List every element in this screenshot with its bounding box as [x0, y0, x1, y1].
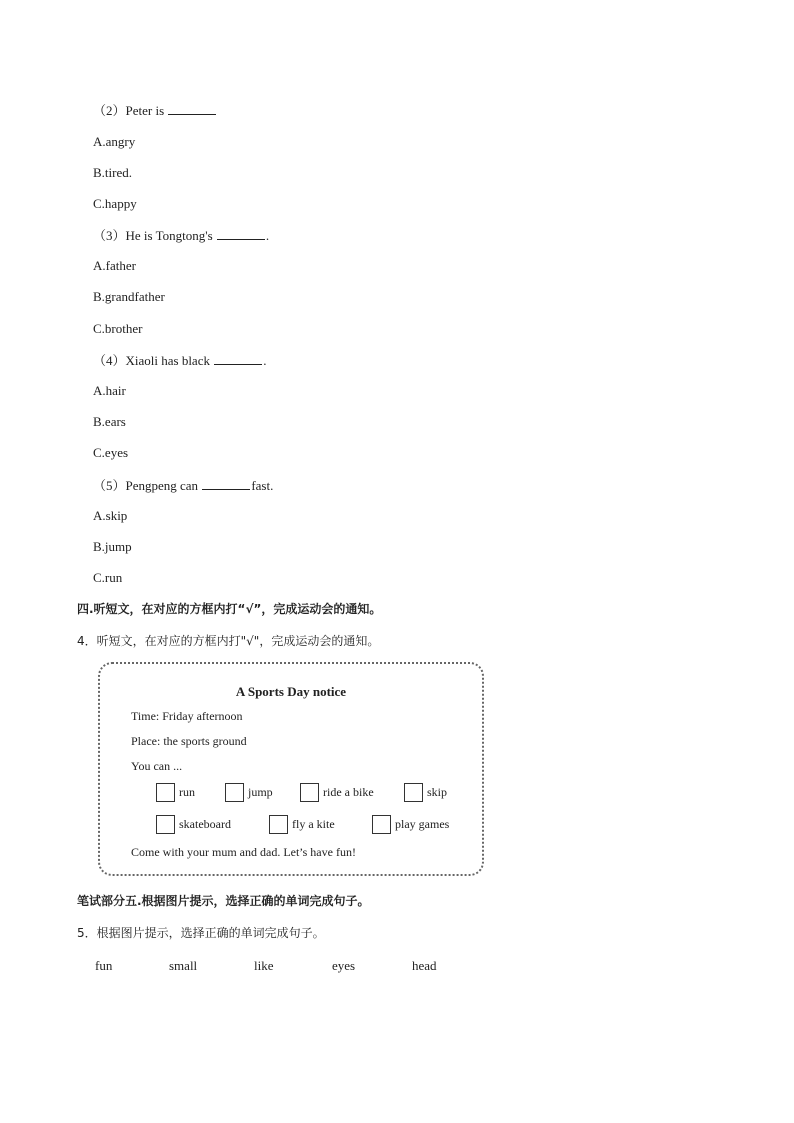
checkbox[interactable] — [156, 815, 175, 834]
q4-option-c[interactable]: C.eyes — [93, 445, 129, 460]
checkbox[interactable] — [225, 783, 244, 802]
answer-blank[interactable] — [217, 227, 265, 240]
q4-option-b[interactable]: B.ears — [93, 414, 126, 429]
option-play-games[interactable] — [372, 815, 449, 834]
q4-option-a[interactable]: A.hair — [93, 383, 126, 398]
option-label: run — [179, 785, 195, 799]
option-ride-a-bike[interactable] — [300, 783, 374, 802]
notice-place: Place: the sports ground — [131, 734, 247, 748]
q2-option-c[interactable]: C.happy — [93, 196, 137, 211]
question-5-stem — [93, 477, 273, 494]
option-label: ride a bike — [323, 785, 374, 799]
option-label: jump — [248, 785, 273, 799]
q3-option-c[interactable]: C.brother — [93, 321, 143, 336]
option-skip[interactable] — [404, 783, 447, 802]
q5-option-a[interactable]: A.skip — [93, 508, 128, 523]
notice-closing: Come with your mum and dad. Let’s have fun! — [131, 845, 356, 859]
question-4-stem — [93, 352, 266, 369]
question-2-text: （2）Peter is — [93, 103, 165, 118]
question-3-text: （3）He is Tongtong's — [93, 228, 213, 243]
word-option[interactable]: fun — [95, 958, 113, 973]
q5-option-c[interactable]: C.run — [93, 570, 123, 585]
q3-option-a[interactable]: A.father — [93, 258, 136, 273]
checkbox[interactable] — [300, 783, 319, 802]
checkbox[interactable] — [372, 815, 391, 834]
word-option[interactable]: like — [254, 958, 274, 973]
checkbox[interactable] — [269, 815, 288, 834]
section-4-heading: 四.听短文，在对应的方框内打“√”，完成运动会的通知。 — [77, 602, 382, 616]
word-option[interactable]: head — [412, 958, 437, 973]
option-skateboard[interactable] — [156, 815, 231, 834]
question-5-text: （5）Pengpeng can — [93, 478, 199, 493]
section-5-question: 5．根据图片提示，选择正确的单词完成句子。 — [77, 926, 325, 940]
notice-title: A Sports Day notice — [235, 684, 347, 699]
checkbox[interactable] — [404, 783, 423, 802]
question-5-suffix: fast. — [251, 478, 274, 493]
option-label: play games — [395, 817, 450, 831]
answer-blank[interactable] — [214, 352, 262, 365]
option-fly-a-kite[interactable] — [269, 815, 335, 834]
word-option[interactable]: small — [169, 958, 198, 973]
section-4-question: 4．听短文，在对应的方框内打"√"，完成运动会的通知。 — [77, 634, 380, 648]
question-2-stem — [93, 102, 217, 119]
q2-option-a[interactable]: A.angry — [93, 134, 136, 149]
question-4-suffix: . — [263, 353, 267, 368]
option-label: skip — [427, 785, 448, 799]
q2-option-b[interactable]: B.tired. — [93, 165, 132, 180]
question-3-stem — [93, 227, 269, 244]
option-jump[interactable] — [225, 783, 273, 802]
option-label: fly a kite — [292, 817, 335, 831]
option-label: skateboard — [179, 817, 231, 831]
answer-blank[interactable] — [168, 102, 216, 115]
question-4-text: （4）Xiaoli has black — [93, 353, 210, 368]
notice-time: Time: Friday afternoon — [131, 709, 243, 723]
q3-option-b[interactable]: B.grandfather — [93, 289, 165, 304]
sports-day-notice — [98, 662, 484, 876]
option-run[interactable] — [156, 783, 195, 802]
word-option[interactable]: eyes — [332, 958, 356, 973]
q5-option-b[interactable]: B.jump — [93, 539, 132, 554]
checkbox[interactable] — [156, 783, 175, 802]
section-5-heading: 笔试部分五.根据图片提示，选择正确的单词完成句子。 — [77, 894, 370, 908]
notice-you-can: You can ... — [131, 759, 183, 773]
answer-blank[interactable] — [202, 477, 250, 490]
question-3-suffix: . — [265, 228, 270, 243]
